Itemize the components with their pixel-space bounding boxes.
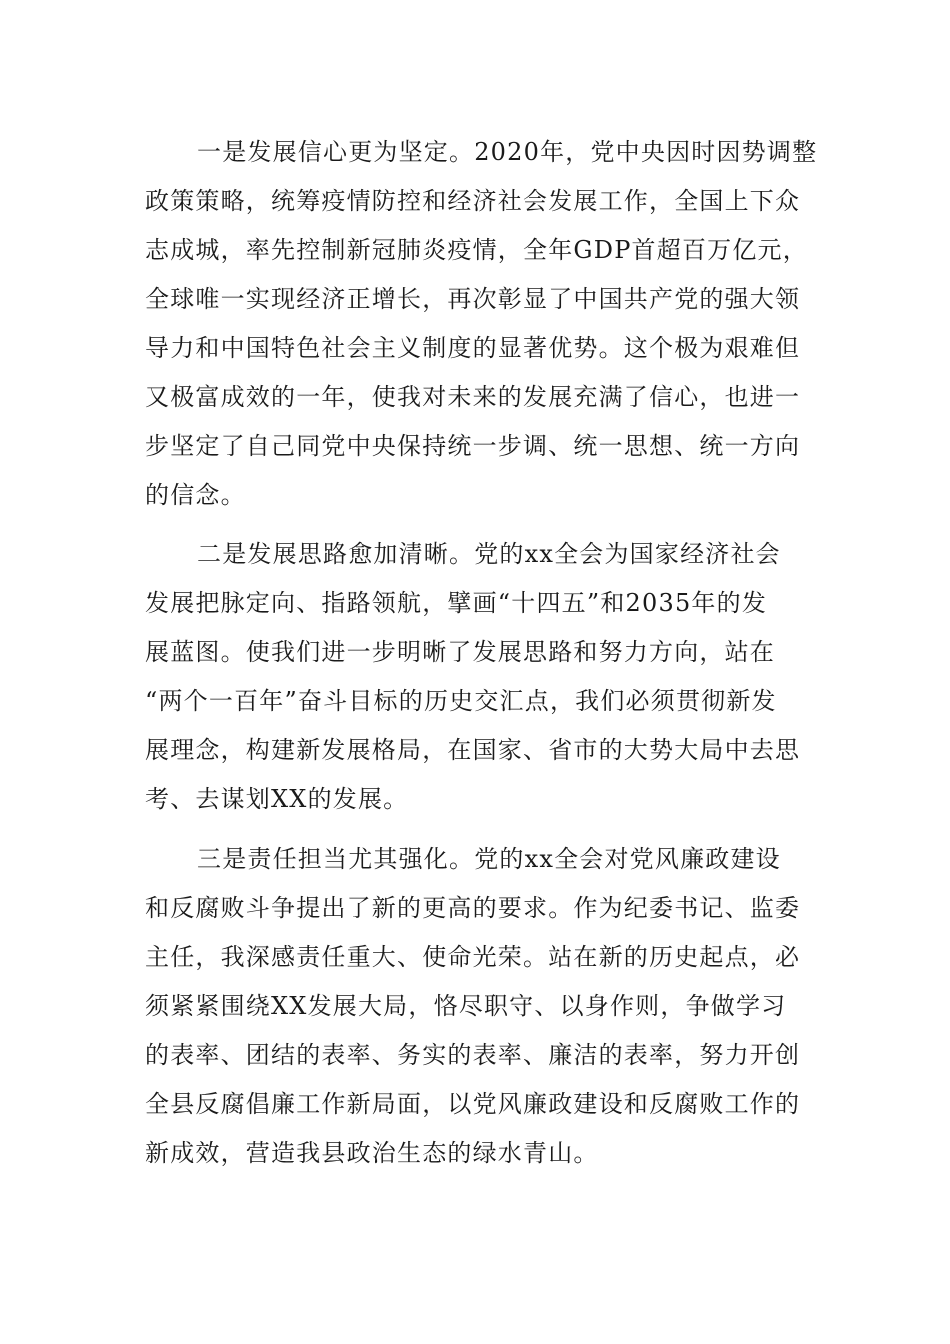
paragraph-line: 政策策略，统筹疫情防控和经济社会发展工作，全国上下众 [145, 187, 801, 215]
paragraph-line: 志成城，率先控制新冠肺炎疫情，全年GDP首超百万亿元， [145, 236, 808, 264]
paragraph-development-thinking [145, 530, 805, 824]
paragraph-line: 一是发展信心更为坚定。2020年，党中央因时因势调整 [197, 138, 818, 166]
paragraph-development-confidence [145, 128, 818, 520]
paragraph-line: 的表率、团结的表率、务实的表率、廉洁的表率，努力开创 [145, 1041, 801, 1069]
paragraph-line: 步坚定了自己同党中央保持统一步调、统一思想、统一方向 [145, 432, 801, 460]
paragraph-responsibility [145, 835, 805, 1178]
paragraph-line: 导力和中国特色社会主义制度的显著优势。这个极为艰难但 [145, 334, 801, 362]
paragraph-line: 主任，我深感责任重大、使命光荣。站在新的历史起点，必 [145, 943, 801, 971]
paragraph-line: 展蓝图。使我们进一步明晰了发展思路和努力方向，站在 [145, 638, 775, 666]
paragraph-line: 二是发展思路愈加清晰。党的xx全会为国家经济社会 [197, 540, 781, 568]
paragraph-line: 全县反腐倡廉工作新局面，以党风廉政建设和反腐败工作的 [145, 1090, 801, 1118]
paragraph-line: 和反腐败斗争提出了新的更高的要求。作为纪委书记、监委 [145, 894, 801, 922]
paragraph-line: 全球唯一实现经济正增长，再次彰显了中国共产党的强大领 [145, 285, 801, 313]
paragraph-line: 三是责任担当尤其强化。党的xx全会对党风廉政建设 [197, 845, 781, 873]
paragraph-line: “两个一百年”奋斗目标的历史交汇点，我们必须贯彻新发 [145, 687, 777, 715]
paragraph-line: 的信念。 [145, 481, 246, 509]
paragraph-line: 又极富成效的一年，使我对未来的发展充满了信心，也进一 [145, 383, 801, 411]
paragraph-line: 新成效，营造我县政治生态的绿水青山。 [145, 1139, 599, 1167]
paragraph-line: 考、去谋划XX的发展。 [145, 785, 409, 813]
paragraph-line: 展理念，构建新发展格局，在国家、省市的大势大局中去思 [145, 736, 801, 764]
paragraph-line: 须紧紧围绕XX发展大局，恪尽职守、以身作则，争做学习 [145, 992, 787, 1020]
paragraph-line: 发展把脉定向、指路领航，擘画“十四五”和2035年的发 [145, 589, 768, 617]
